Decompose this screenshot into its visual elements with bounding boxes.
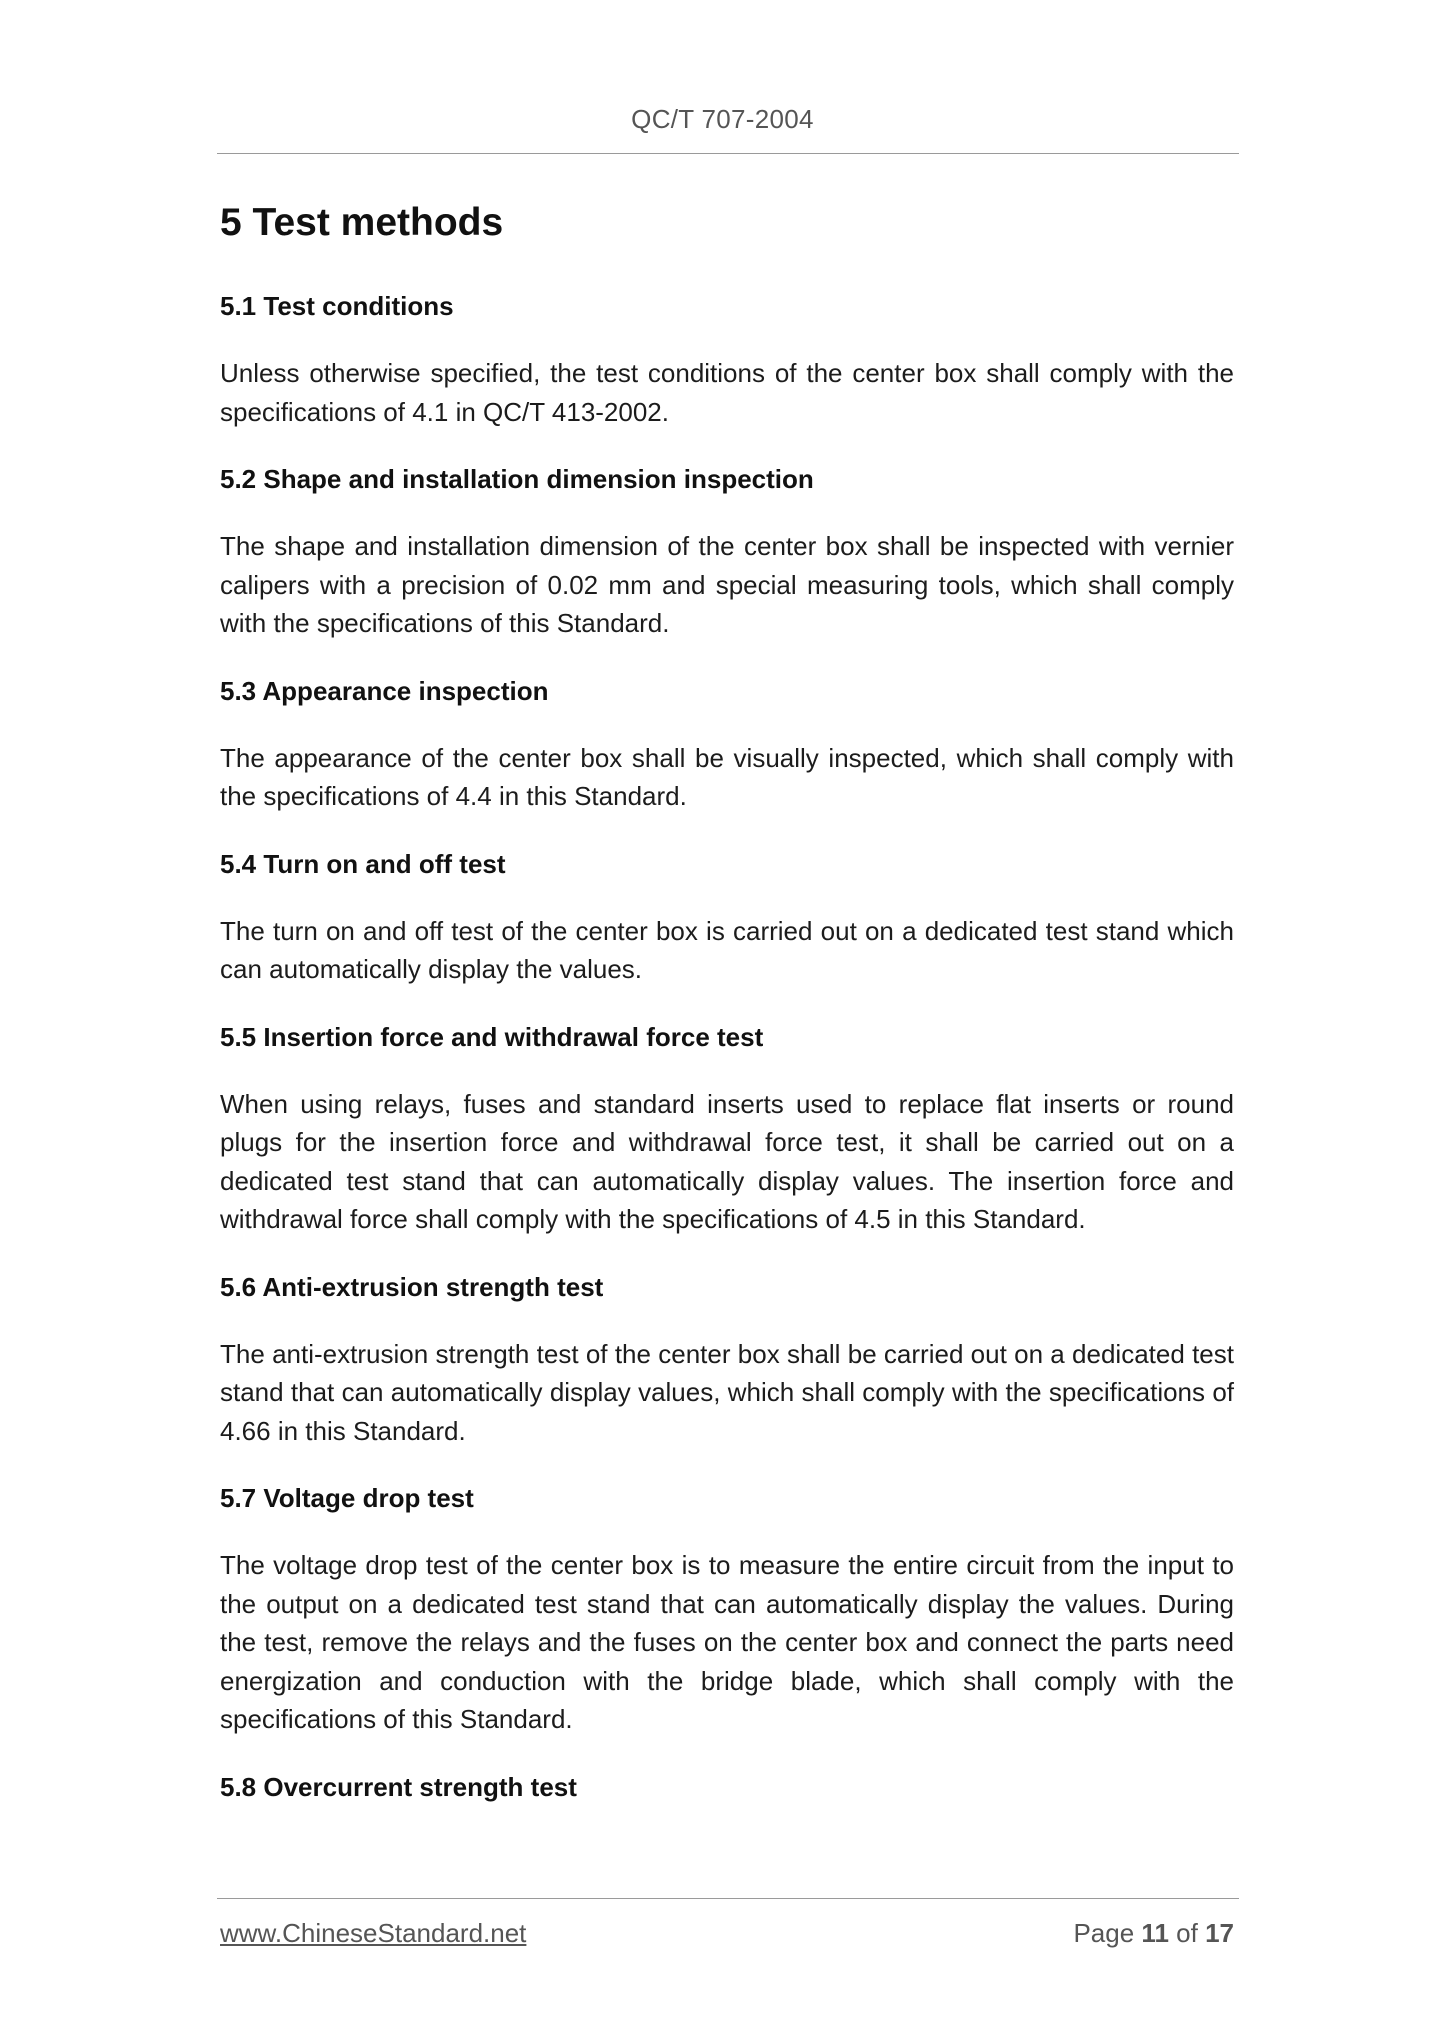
header-divider [217, 153, 1239, 154]
section-heading: 5.5 Insertion force and withdrawal force test [220, 1021, 764, 1052]
section-heading: 5.8 Overcurrent strength test [220, 1771, 577, 1802]
document-code-header: QC/T 707-2004 [631, 104, 814, 134]
section-heading: 5.3 Appearance inspection [220, 675, 549, 706]
section-5-2 [220, 460, 1234, 643]
section-heading: 5.7 Voltage drop test [220, 1483, 474, 1513]
page-current: 11 [1141, 1918, 1169, 1948]
section-paragraph: The appearance of the center box shall be visually inspected, which shall comply with the specifications of 4.4 in this Standard. [220, 742, 1234, 811]
section-heading: 5.1 Test conditions [220, 291, 454, 321]
page-of: of [1176, 1918, 1198, 1948]
footer-divider [217, 1898, 1239, 1899]
section-paragraph: The anti-extrusion strength test of the center box shall be carried out on a dedicated test stand that can automatically display values, which shall comply with the specifications of 4.66 in this Standard. [220, 1338, 1234, 1446]
page-footer [220, 1918, 1234, 1954]
section-paragraph: The shape and installation dimension of the center box shall be inspected with vernier calipers with a precision of 0.02 mm and special measuring tools, which shall comply with the specifications of this Standard. [220, 531, 1234, 638]
page-content [220, 183, 1234, 1806]
section-5-4 [220, 845, 1234, 989]
section-heading: 5.2 Shape and installation dimension inspection [220, 464, 814, 494]
page-prefix: Page [1073, 1918, 1135, 1948]
section-paragraph: The voltage drop test of the center box is to measure the entire circuit from the input to the output on a dedicated test stand that can automatically display the values. During the test, remove the relays and the fuses on the center box and connect the parts need energization and conduction with the bridge blade, which shall comply with the specifications of this Standard. [220, 1550, 1234, 1734]
section-5-5 [220, 1018, 1234, 1239]
page-total: 17 [1205, 1918, 1234, 1948]
section-5-1 [220, 287, 1234, 431]
section-heading: 5.4 Turn on and off test [220, 848, 506, 879]
chapter-title: 5 Test methods [220, 201, 504, 244]
section-paragraph: When using relays, fuses and standard inserts used to replace flat inserts or round plugs for the insertion force and withdrawal force test, it shall be carried out on a dedicated test stand that can automatically display values. The insertion force and withdrawal force shall comply with the specifications of 4.5 in this Standard. [220, 1088, 1234, 1234]
page-number [1073, 1918, 1234, 1949]
section-5-3 [220, 672, 1234, 816]
section-paragraph: Unless otherwise specified, the test conditions of the center box shall comply with the specifications of 4.1 in QC/T 413-2002. [220, 358, 1234, 427]
section-5-6 [220, 1268, 1234, 1451]
section-5-7 [220, 1479, 1234, 1739]
section-heading: 5.6 Anti-extrusion strength test [220, 1271, 604, 1302]
section-paragraph: The turn on and off test of the center box is carried out on a dedicated test stand which can automatically display the values. [220, 915, 1234, 984]
section-5-8 [220, 1768, 1234, 1806]
website-link[interactable]: www.ChineseStandard.net [220, 1918, 527, 1948]
